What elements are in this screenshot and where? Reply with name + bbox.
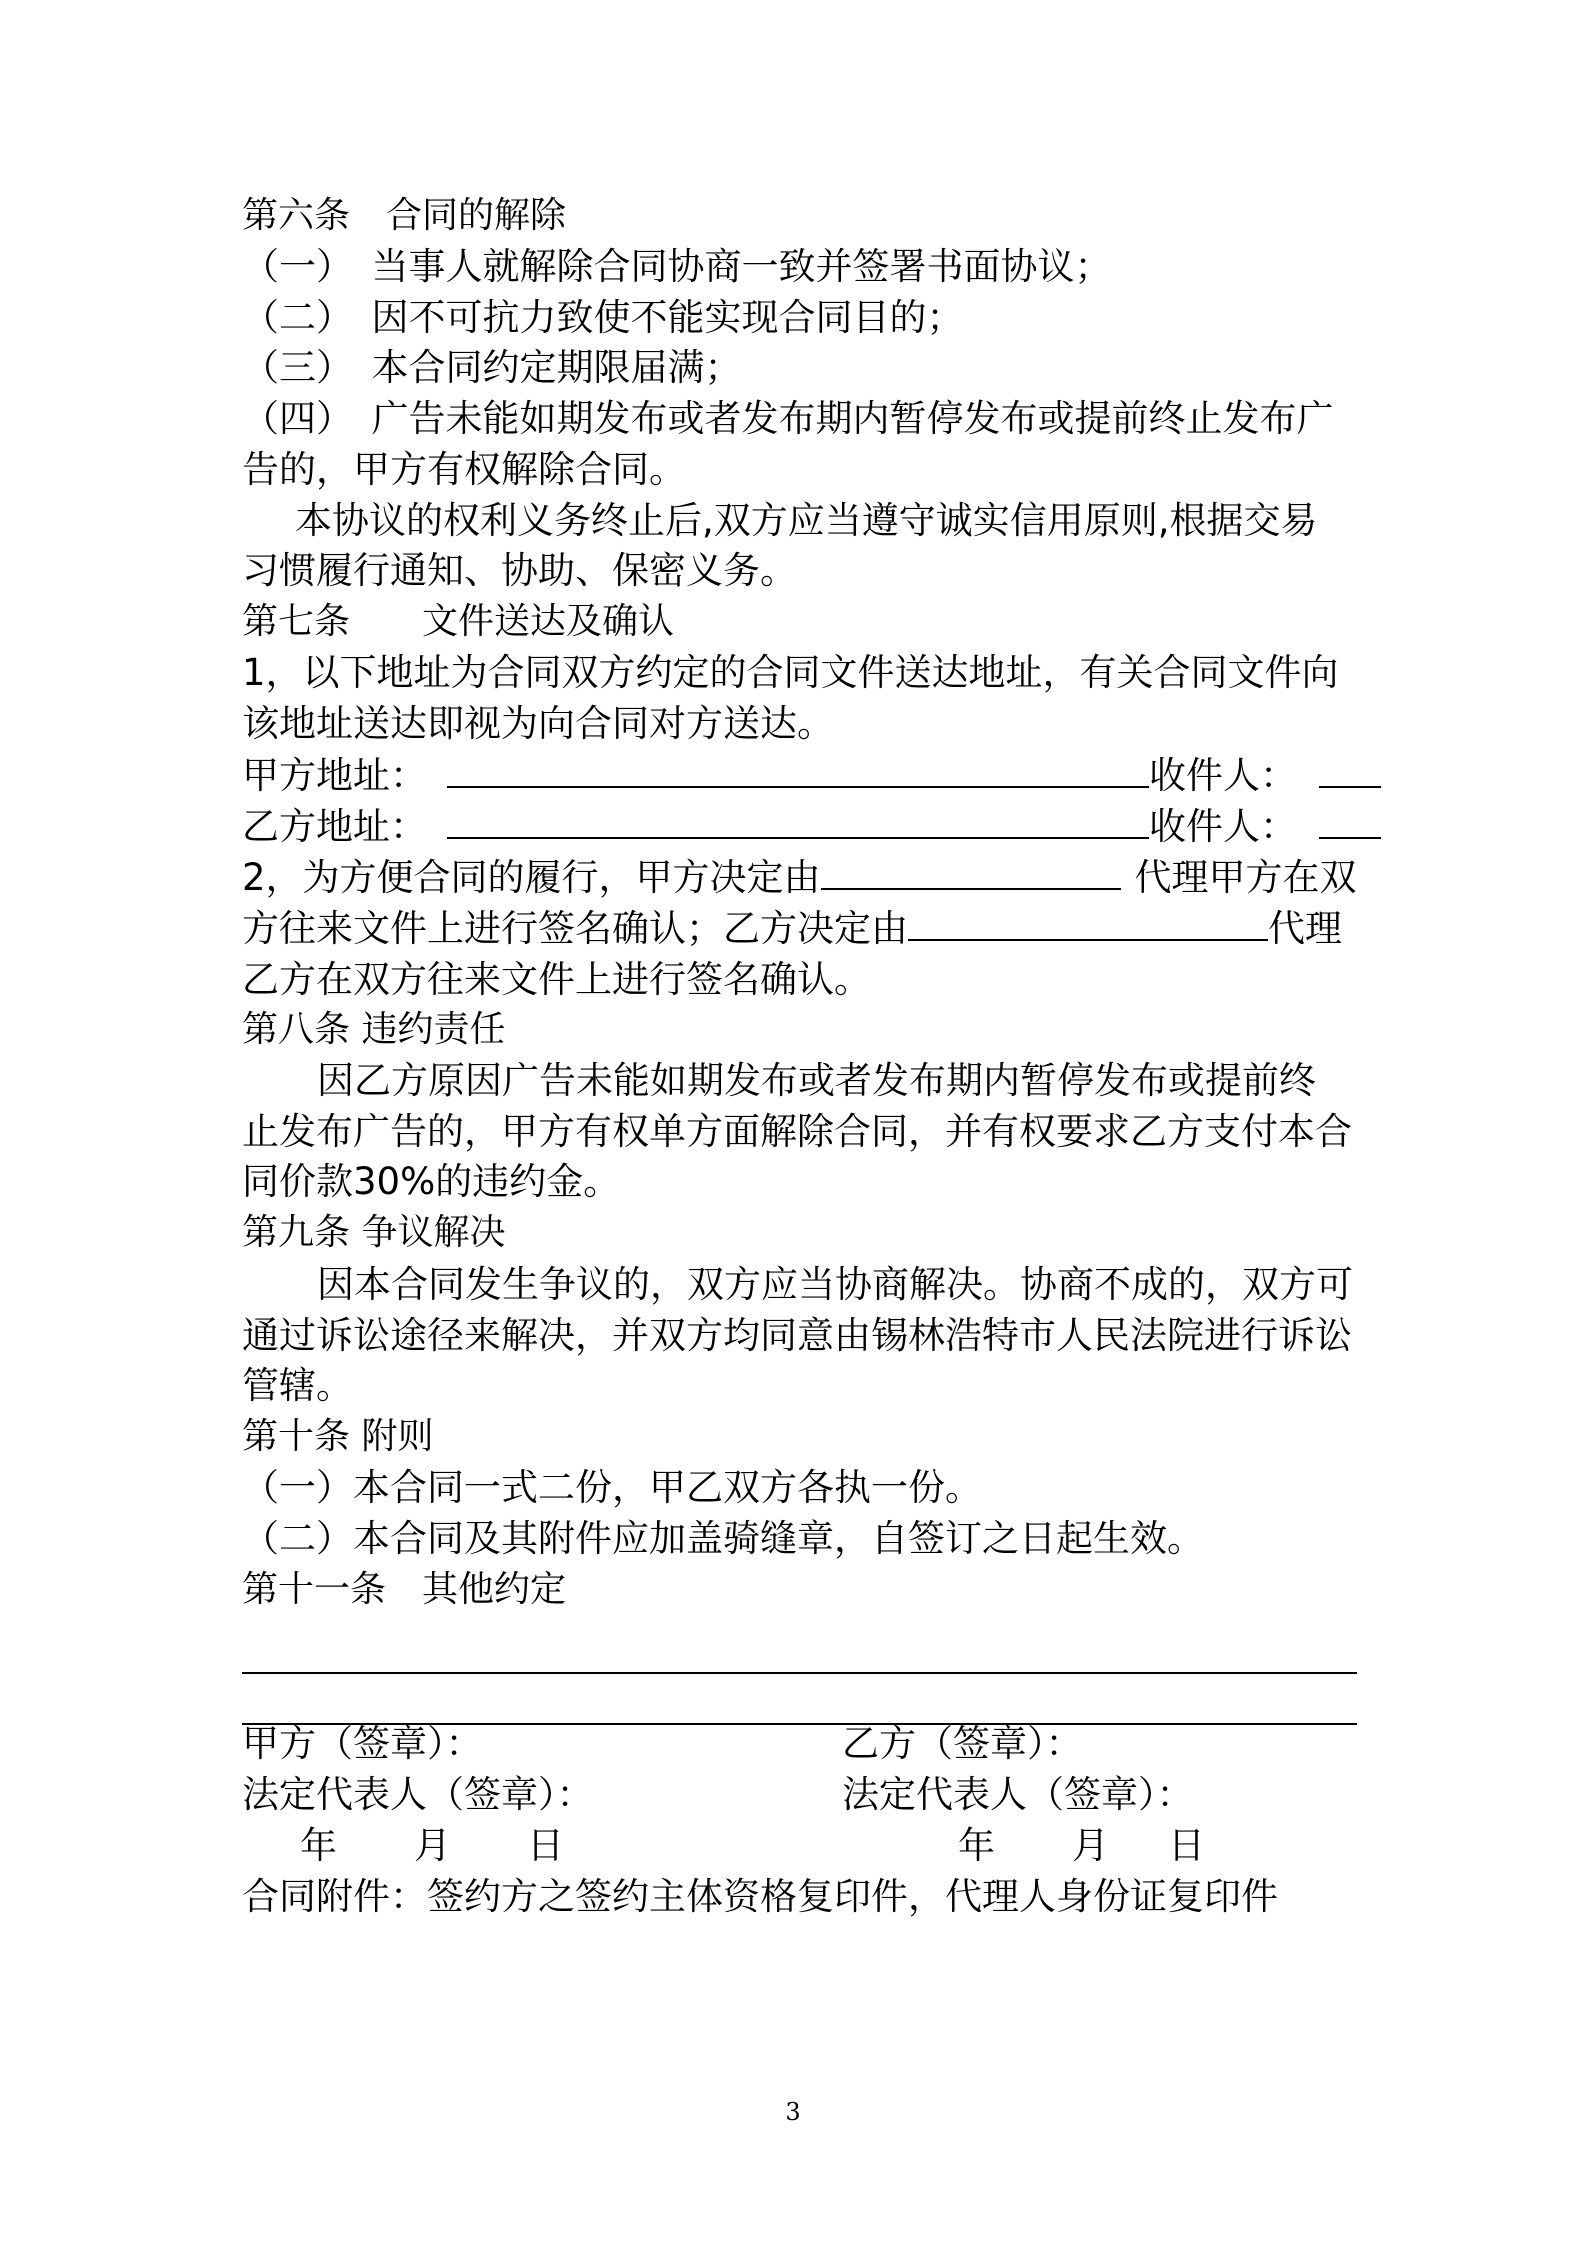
party-a-year: 年 [300, 1824, 337, 1867]
party-a-agent-blank[interactable] [821, 854, 1121, 890]
attachments-line: 合同附件：签约方之签约主体资格复印件，代理人身份证复印件 [242, 1875, 1278, 1918]
party-a-recipient-blank[interactable] [1319, 752, 1381, 788]
article-8-line-2: 止发布广告的，甲方有权单方面解除合同，并有权要求乙方支付本合 [242, 1110, 1352, 1153]
party-a-address-blank[interactable] [447, 752, 1149, 788]
party-b-address-label: 乙方地址： [242, 805, 427, 848]
party-b-address-row [242, 803, 1381, 851]
article-8-title: 第八条 违约责任 [242, 1009, 506, 1050]
p2-line-2-start: 方往来文件上进行签名确认；乙方决定由 [242, 907, 908, 950]
party-b-month: 月 [1072, 1824, 1109, 1867]
article-6-item-1: （一） 当事人就解除合同协商一致并签署书面协议； [242, 245, 1112, 288]
article-9-line-3: 管辖。 [242, 1364, 353, 1407]
article-10-item-2: （二）本合同及其附件应加盖骑缝章，自签订之日起生效。 [242, 1517, 1204, 1560]
article-8-line-3: 同价款30%的违约金。 [242, 1160, 621, 1203]
article-6-item-3: （三） 本合同约定期限届满； [242, 346, 742, 389]
party-b-year: 年 [958, 1824, 995, 1867]
article-11-title: 第十一条 其他约定 [242, 1569, 567, 1610]
party-a-seal-label: 甲方（签章）： [242, 1722, 483, 1765]
party-a-day: 日 [527, 1824, 564, 1867]
article-7-p2-line-1 [242, 854, 1357, 902]
article-7-p2-line-3: 乙方在双方往来文件上进行签名确认。 [242, 958, 871, 1001]
party-a-month: 月 [414, 1824, 451, 1867]
party-b-seal-label: 乙方（签章）： [842, 1722, 1083, 1765]
other-terms-line-1[interactable] [242, 1672, 1357, 1674]
party-b-recipient-blank[interactable] [1319, 803, 1381, 839]
party-b-agent-blank[interactable] [908, 905, 1268, 941]
article-10-title: 第十条 附则 [242, 1416, 434, 1457]
party-a-recipient-label: 收件人： [1149, 754, 1297, 797]
party-a-legal-rep-label: 法定代表人（签章）： [242, 1773, 594, 1816]
article-6-title: 第六条 合同的解除 [242, 195, 567, 236]
p2-line-2-end: 代理 [1268, 907, 1342, 950]
article-9-line-1: 因本合同发生争议的，双方应当协商解决。协商不成的，双方可 [317, 1263, 1353, 1306]
p2-line-1-start: 2，为方便合同的履行，甲方决定由 [242, 856, 821, 899]
article-7-p2-line-2 [242, 905, 1342, 953]
article-10-item-1: （一）本合同一式二份，甲乙双方各执一份。 [242, 1466, 982, 1509]
p2-line-1-end: 代理甲方在双 [1134, 856, 1357, 899]
party-a-address-label: 甲方地址： [242, 754, 427, 797]
party-a-address-row [242, 752, 1381, 800]
article-6-paragraph-line-1: 本协议的权利义务终止后,双方应当遵守诚实信用原则,根据交易 [295, 499, 1318, 542]
party-b-recipient-label: 收件人： [1149, 805, 1297, 848]
article-7-p1-line-1: 1，以下地址为合同双方约定的合同文件送达地址，有关合同文件向 [242, 651, 1339, 694]
article-6-item-4-cont: 告的，甲方有权解除合同。 [242, 448, 686, 491]
article-9-line-2: 通过诉讼途径来解决，并双方均同意由锡林浩特市人民法院进行诉讼 [242, 1314, 1352, 1357]
article-9-title: 第九条 争议解决 [242, 1212, 506, 1253]
article-6-paragraph-line-2: 习惯履行通知、协助、保密义务。 [242, 549, 797, 592]
article-7-title: 第七条 文件送达及确认 [242, 601, 675, 642]
page-number: 3 [785, 2098, 801, 2126]
party-b-day: 日 [1168, 1824, 1205, 1867]
article-6-item-2: （二） 因不可抗力致使不能实现合同目的； [242, 296, 964, 339]
party-b-address-blank[interactable] [447, 803, 1149, 839]
party-b-legal-rep-label: 法定代表人（签章）： [842, 1773, 1194, 1816]
article-8-line-1: 因乙方原因广告未能如期发布或者发布期内暂停发布或提前终 [317, 1059, 1316, 1102]
article-7-p1-line-2: 该地址送达即视为向合同对方送达。 [242, 702, 834, 745]
article-6-item-4: （四） 广告未能如期发布或者发布期内暂停发布或提前终止发布广 [242, 397, 1334, 440]
